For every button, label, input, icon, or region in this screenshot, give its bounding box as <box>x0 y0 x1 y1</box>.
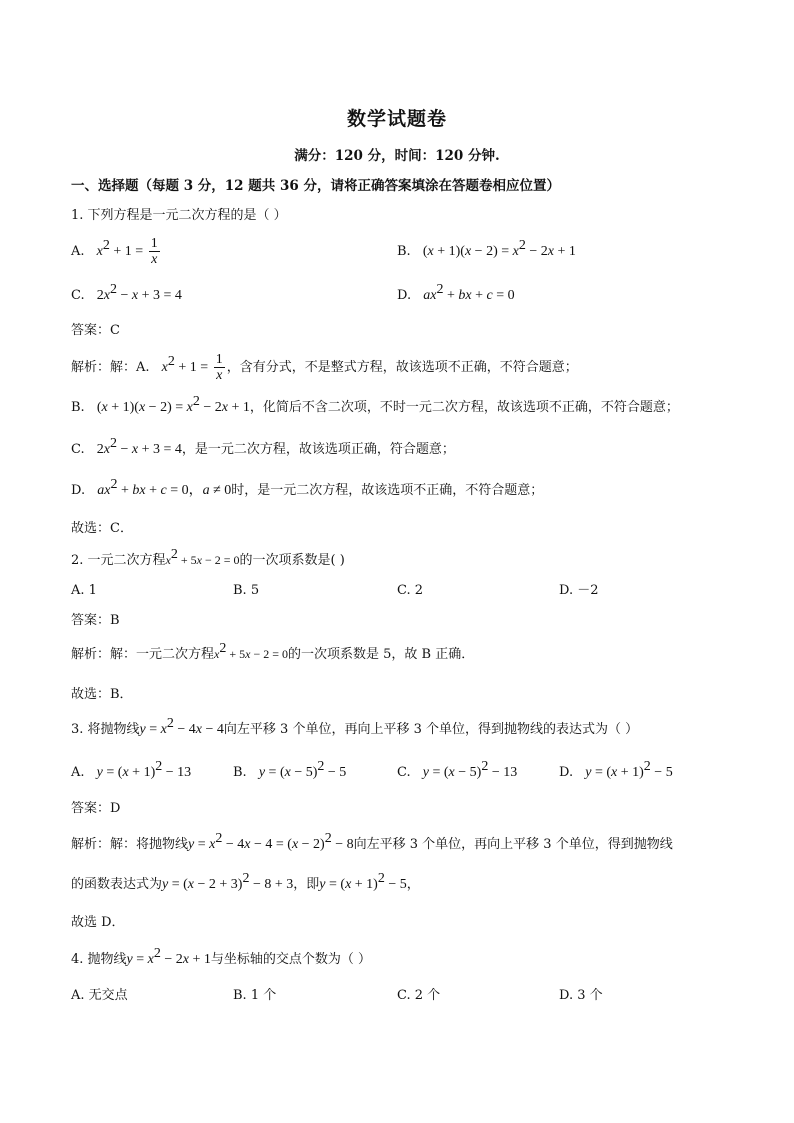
q2-option-a: A. 1 <box>71 583 97 598</box>
analysis-text: ，含有分式，不是整式方程，故该选项不正确，不符合题意； <box>226 360 578 375</box>
option-label: B. <box>397 244 411 259</box>
q1-analysis-d: D. $ax^2$ + bx + c = 0，a ≠ 0时，是一元二次方程，故该选项不正确，不符合题意； <box>71 477 544 498</box>
q2-option-d: D. －2 <box>559 583 599 598</box>
q1-option-a: A. $x^2 + 1$ = $\frac{1}{x}$ <box>71 236 158 267</box>
analysis-mid: 向左平移 3 个单位，再向上平移 3 个单位，得到抛物线 <box>353 837 673 852</box>
q3-option-c: C. $y = (x - 5)^2 - 13$ <box>397 759 518 780</box>
q1-analysis-c: C. $2x^2 - x + 3 = 4$，是一元二次方程，故该选项正确，符合题意； <box>71 436 455 457</box>
analysis-text: ，化简后不含二次项，不时一元二次方程，故该选项不正确，不符合题意； <box>249 400 679 415</box>
q3-analysis-line1: 解析：解：将抛物线$y = x^2 - 4x - 4 = (x - 2)^2 - 8$向左平移 3 个单位，再向上平移 3 个单位，得到抛物线 <box>71 831 673 852</box>
q4-option-d: D. 3 个 <box>559 988 603 1003</box>
q3-option-a: A. $y = (x + 1)^2 - 13$ <box>71 759 192 780</box>
q2-answer: 答案：B <box>71 613 120 628</box>
q1-analysis-b: B. $(x + 1)(x - 2) = x^2 - 2x + 1$，化简后不含二次项，不时一元二次方程，故该选项不正确，不符合题意； <box>71 394 679 415</box>
option-label: D. <box>397 288 412 303</box>
q3-conclusion: 故选 D． <box>71 915 125 930</box>
analysis-prefix: 解析：解：将抛物线 <box>71 837 189 852</box>
question-4-stem: 4. 抛物线$y = x^2 - 2x + 1$与坐标轴的交点个数为（ ） <box>71 946 372 967</box>
question-1-stem: 1. 下列方程是一元二次方程的是（ ） <box>71 208 287 223</box>
option-label: C. <box>71 288 85 303</box>
question-2-stem: 2. 一元二次方程$x^2 + 5x - 2 = 0$的一次项系数是( ) <box>71 547 345 568</box>
exam-info: 满分：120 分，时间：120 分钟. <box>294 148 500 164</box>
q4-option-a: A. 无交点 <box>71 988 128 1003</box>
analysis-text: 时，是一元二次方程，故该选项不正确，不符合题意； <box>231 483 544 498</box>
q1-conclusion: 故选：C． <box>71 521 133 536</box>
analysis-label: D. <box>71 483 86 498</box>
q1-option-b: B. $(x + 1)(x - 2) = x^2 - 2x + 1$ <box>397 238 576 259</box>
q2-analysis: 解析：解：一元二次方程$x^2 + 5x - 2 = 0$的一次项系数是 5，故 B 正确． <box>71 641 475 662</box>
question-3-stem: 3. 将抛物线$y = x^2 - 4x - 4$向左平移 3 个单位，再向上平移 3 个单位，得到抛物线的表达式为（ ） <box>71 716 639 737</box>
analysis-text: ，是一元二次方程，故该选项正确，符合题意； <box>181 442 455 457</box>
stem-suffix: 与坐标轴的交点个数为（ ） <box>210 952 372 967</box>
q1-analysis-a: 解析：解：A. $x^2 + 1$ = $\frac{1}{x}$ ，含有分式，不是整式方程，故该选项不正确，不符合题意； <box>71 352 578 383</box>
analysis-suffix: 的一次项系数是 5，故 B 正确． <box>288 647 475 662</box>
q3-option-d: D. $y = (x + 1)^2 - 5$ <box>559 759 673 780</box>
q4-option-c: C. 2 个 <box>397 988 441 1003</box>
analysis-prefix: 解析：解：一元二次方程 <box>71 647 215 662</box>
page-title: 数学试题卷 <box>346 108 447 130</box>
analysis-line2-mid: ，即 <box>293 877 320 892</box>
option-label: D. <box>559 765 574 780</box>
option-label: C. <box>397 765 411 780</box>
q3-option-b: B. $y = (x - 5)^2 - 5$ <box>233 759 347 780</box>
q3-answer: 答案：D <box>71 801 121 816</box>
option-label: B. <box>233 765 247 780</box>
q1-answer: 答案：C <box>71 323 120 338</box>
analysis-line2-end: ， <box>406 877 420 892</box>
stem-prefix: 3. 将抛物线 <box>71 722 140 737</box>
q3-analysis-line2: 的函数表达式为$y = (x - 2 + 3)^2 - 8 + 3$，即$y = (x + 1)^2 - 5$， <box>71 871 420 892</box>
q1-option-d: D. $ax^2$ + bx + c = 0 <box>397 282 515 303</box>
q4-option-b: B. 1 个 <box>233 988 277 1003</box>
q1-option-c: C. $2x^2 - x + 3 = 4$ <box>71 282 182 303</box>
stem-suffix: 向左平移 3 个单位，再向上平移 3 个单位，得到抛物线的表达式为（ ） <box>223 722 639 737</box>
section-heading: 一、选择题（每题 3 分，12 题共 36 分，请将正确答案填涂在答题卷相应位置） <box>71 178 560 194</box>
analysis-line2-prefix: 的函数表达式为 <box>71 877 163 892</box>
q2-option-c: C. 2 <box>397 583 424 598</box>
stem-suffix: 的一次项系数是( ) <box>239 553 345 568</box>
analysis-label: 解析：解：A. <box>71 360 150 375</box>
option-label: A. <box>71 244 85 259</box>
q2-option-b: B. 5 <box>233 583 260 598</box>
stem-prefix: 4. 抛物线 <box>71 952 127 967</box>
option-label: A. <box>71 765 85 780</box>
q2-conclusion: 故选：B． <box>71 687 133 702</box>
stem-prefix: 2. 一元二次方程 <box>71 553 166 568</box>
analysis-label: B. <box>71 400 85 415</box>
analysis-label: C. <box>71 442 85 457</box>
